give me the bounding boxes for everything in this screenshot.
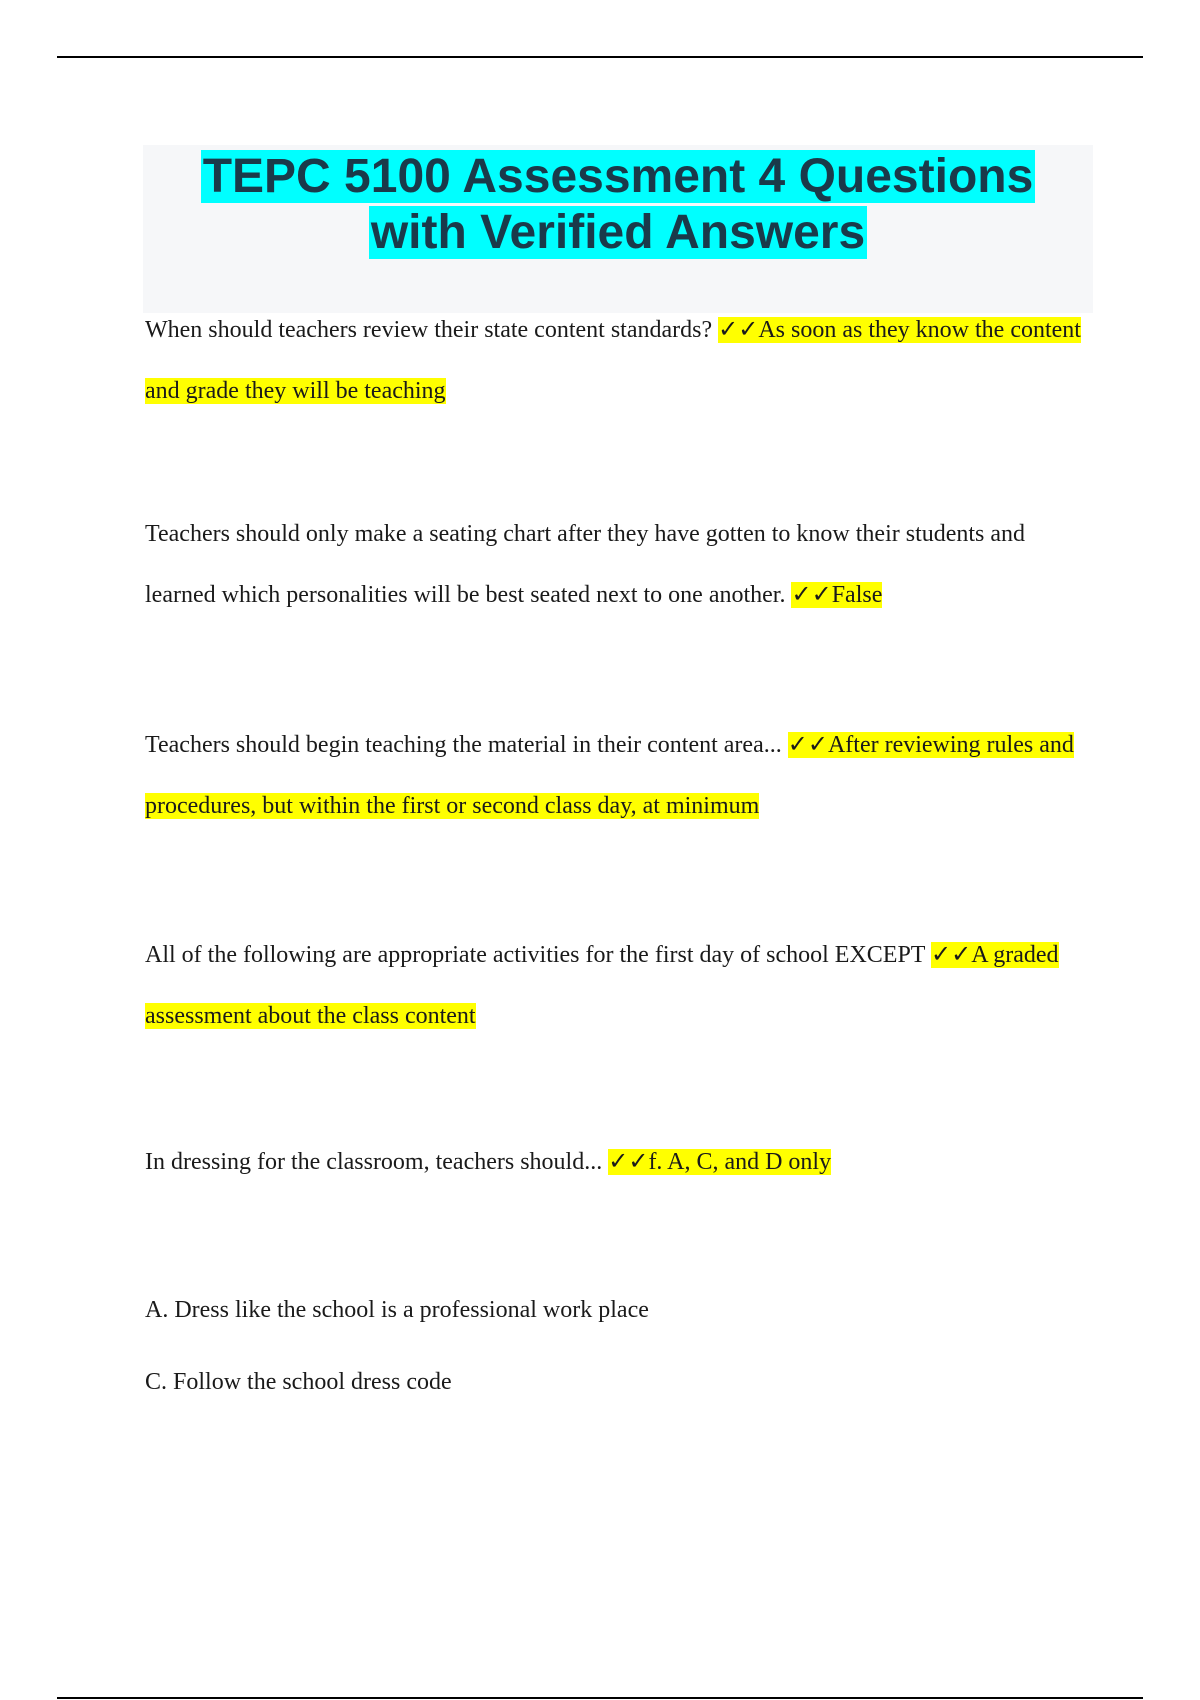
qa-item-5 xyxy=(145,1132,1095,1193)
double-check-icon: ✓✓ xyxy=(608,1149,649,1175)
answer-highlight xyxy=(608,1149,831,1175)
double-check-icon: ✓✓ xyxy=(931,942,972,968)
title-banner xyxy=(143,145,1093,313)
page-title xyxy=(143,145,1093,261)
title-line-2: with Verified Answers xyxy=(370,206,866,259)
title-line-1: TEPC 5100 Assessment 4 Questions xyxy=(202,150,1034,203)
question-text: When should teachers review their state content standards? xyxy=(145,317,713,343)
double-check-icon: ✓✓ xyxy=(787,732,828,758)
option-c: C. Follow the school dress code xyxy=(145,1369,452,1395)
footer-rule xyxy=(57,1697,1143,1699)
answer-text: As soon as they know the content and grade they will be teaching xyxy=(145,317,1081,404)
answer-text: A graded assessment about the class content xyxy=(145,942,1059,1029)
qa-item-4 xyxy=(145,925,1095,1047)
question-text: In dressing for the classroom, teachers should... xyxy=(145,1149,603,1175)
qa-item-2 xyxy=(145,504,1095,626)
qa-item-1 xyxy=(145,300,1095,422)
double-check-icon: ✓✓ xyxy=(718,317,759,343)
question-text: Teachers should begin teaching the material in their content area... xyxy=(145,732,782,758)
double-check-icon: ✓✓ xyxy=(791,582,832,608)
answer-text: False xyxy=(831,582,883,608)
question-text: Teachers should only make a seating chart after they have gotten to know their students and learned which personalities will be best seated next to one another. xyxy=(145,521,1026,608)
answer-text: After reviewing rules and procedures, but within the first or second class day, at minimum xyxy=(145,732,1074,819)
answer-text: f. A, C, and D only xyxy=(648,1149,832,1175)
qa-item-3 xyxy=(145,715,1095,837)
answer-highlight xyxy=(791,582,882,608)
header-rule xyxy=(57,56,1143,58)
question-text: All of the following are appropriate activities for the first day of school EXCEPT xyxy=(145,942,926,968)
option-a: A. Dress like the school is a professional work place xyxy=(145,1297,649,1323)
